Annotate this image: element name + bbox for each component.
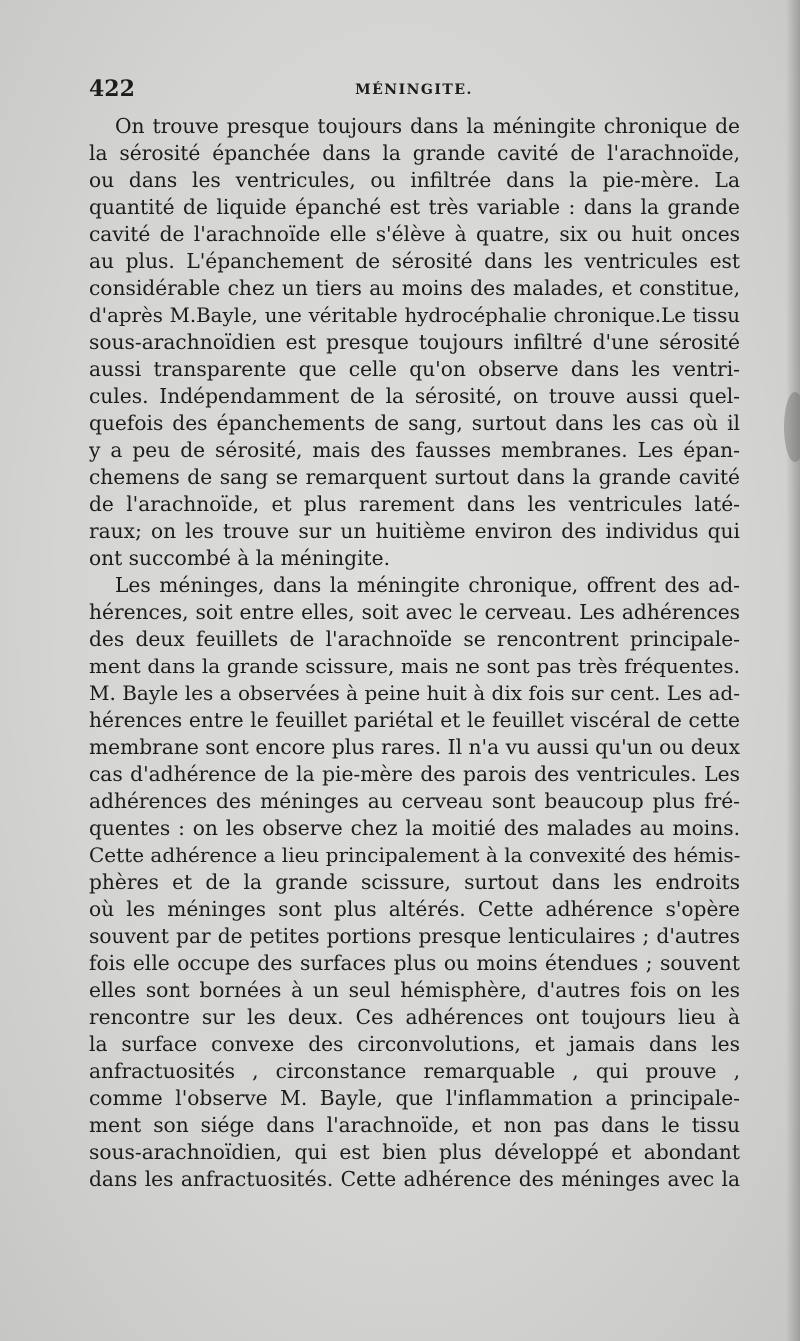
text-line: membrane sont encore plus rares. Il n'a vu aussi qu'un ou deux (89, 735, 740, 759)
text-line-paragraph-end: ont succombé à la méningite. (89, 546, 391, 570)
text-line: hérences entre le feuillet pariétal et le feuillet viscéral de cette (89, 708, 740, 732)
text-line: quefois des épanchements de sang, surtout dans les cas où il (89, 411, 740, 435)
text-line: la surface convexe des circonvolutions, et jamais dans les (89, 1032, 740, 1056)
text-line: quantité de liquide épanché est très variable : dans la grande (89, 195, 740, 219)
text-line: hérences, soit entre elles, soit avec le cerveau. Les adhérences (89, 600, 740, 624)
text-line: chemens de sang se remarquent surtout dans la grande cavité (89, 465, 740, 489)
text-line: la sérosité épanchée dans la grande cavité de l'arachnoïde, (89, 141, 740, 165)
text-line: rencontre sur les deux. Ces adhérences ont toujours lieu à (89, 1005, 740, 1029)
text-line: y a peu de sérosité, mais des fausses membranes. Les épan- (89, 438, 740, 462)
text-line: ou dans les ventricules, ou infiltrée dans la pie-mère. La (89, 168, 740, 192)
text-line: comme l'observe M. Bayle, que l'inflammation a principale- (89, 1086, 740, 1110)
text-line: M. Bayle les a observées à peine huit à dix fois sur cent. Les ad- (89, 681, 740, 705)
text-line: ment dans la grande scissure, mais ne sont pas très fréquentes. (89, 654, 740, 678)
text-line: où les méninges sont plus altérés. Cette adhérence s'opère (89, 897, 740, 921)
text-line: phères et de la grande scissure, surtout dans les endroits (89, 870, 740, 894)
text-line: considérable chez un tiers au moins des malades, et constitue, (89, 276, 740, 300)
text-line: sous-arachnoïdien est presque toujours infiltré d'une sérosité (89, 330, 740, 354)
body-text (89, 113, 740, 1193)
text-line: d'après M.Bayle, une véritable hydrocéphalie chronique.Le tissu (89, 304, 740, 327)
text-line: dans les anfractuosités. Cette adhérence des méninges avec la (89, 1167, 740, 1191)
text-line: de l'arachnoïde, et plus rarement dans les ventricules laté- (89, 492, 740, 516)
margin-smudge (784, 392, 800, 462)
text-line: Cette adhérence a lieu principalement à la convexité des hémis- (89, 843, 740, 867)
text-line: au plus. L'épanchement de sérosité dans les ventricules est (89, 249, 740, 273)
text-line: cules. Indépendamment de la sérosité, on trouve aussi quel- (89, 384, 740, 408)
text-line: On trouve presque toujours dans la méningite chronique de (115, 114, 740, 138)
text-line: anfractuosités , circonstance remarquable , qui prouve , (89, 1059, 740, 1083)
text-line: sous-arachnoïdien, qui est bien plus développé et abondant (89, 1140, 740, 1164)
running-title: MÉNINGITE. (355, 82, 473, 98)
text-line: adhérences des méninges au cerveau sont beaucoup plus fré- (89, 789, 740, 813)
page-header (89, 76, 739, 106)
page-edge-shadow (786, 0, 800, 1341)
page-number: 422 (89, 76, 135, 102)
text-line: des deux feuillets de l'arachnoïde se rencontrent principale- (89, 627, 740, 651)
text-line: souvent par de petites portions presque lenticulaires ; d'autres (89, 924, 740, 948)
text-line: fois elle occupe des surfaces plus ou moins étendues ; souvent (89, 951, 740, 975)
text-line: elles sont bornées à un seul hémisphère, d'autres fois on les (89, 978, 740, 1002)
text-line: Les méninges, dans la méningite chronique, offrent des ad- (115, 573, 740, 597)
text-line: aussi transparente que celle qu'on observe dans les ventri- (89, 357, 740, 381)
text-line: ment son siége dans l'arachnoïde, et non pas dans le tissu (89, 1113, 740, 1137)
text-line: raux; on les trouve sur un huitième environ des individus qui (89, 519, 740, 543)
text-line: cas d'adhérence de la pie-mère des parois des ventricules. Les (89, 762, 740, 786)
text-line: quentes : on les observe chez la moitié des malades au moins. (89, 816, 740, 840)
text-line: cavité de l'arachnoïde elle s'élève à quatre, six ou huit onces (89, 222, 740, 246)
